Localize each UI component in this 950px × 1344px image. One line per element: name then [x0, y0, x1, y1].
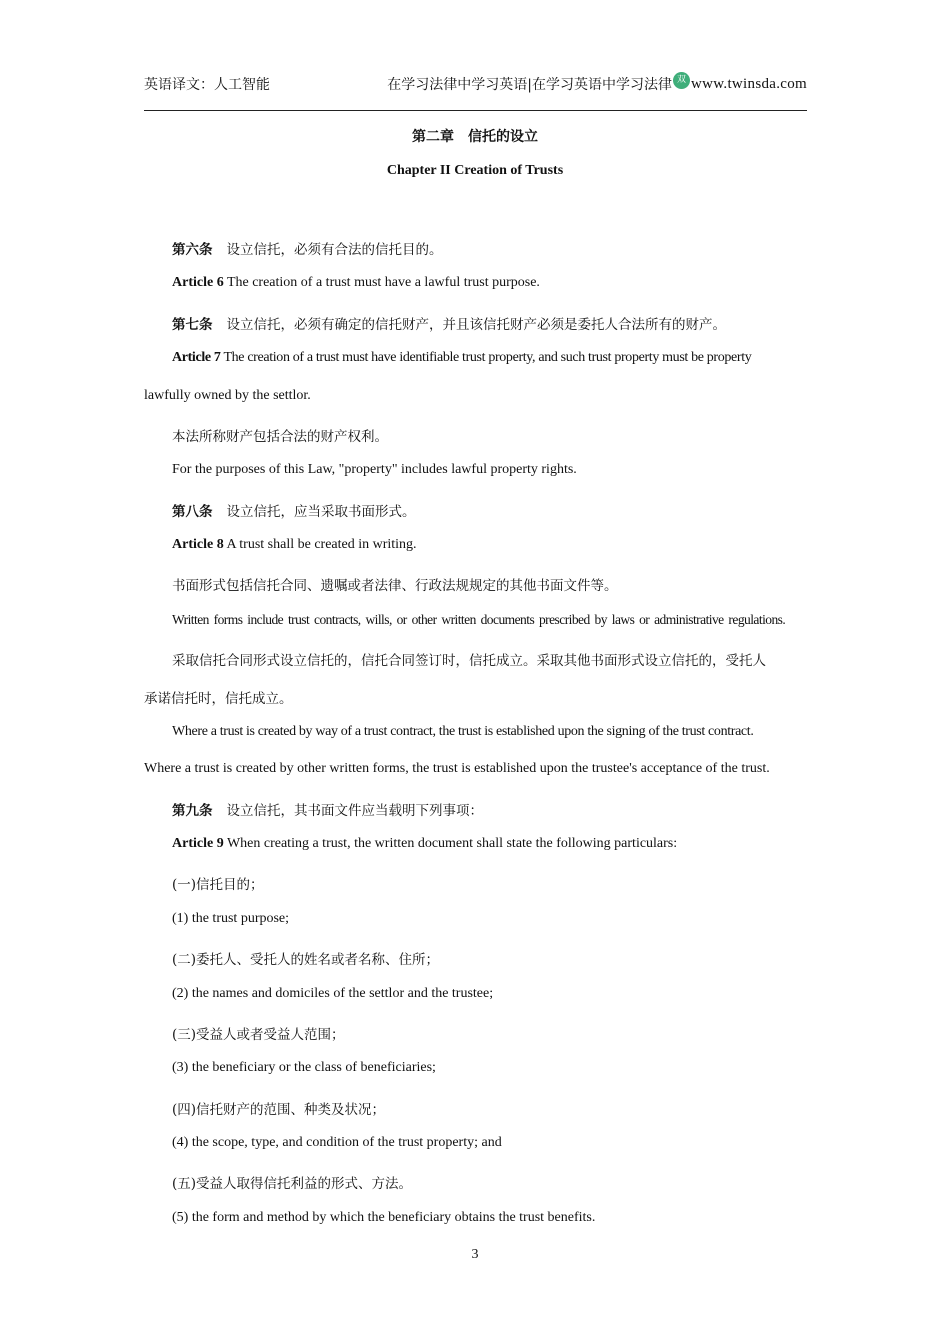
article-label: 第七条 — [172, 317, 213, 333]
header-title: 英语译文：人工智能 — [144, 77, 270, 93]
article-7-zh — [172, 313, 726, 333]
list-item-en: (1) the trust purpose; — [172, 911, 290, 926]
article-8-para3-zh-line2: 承诺信托时，信托成立。 — [144, 691, 293, 707]
list-item-zh: (二)委托人、受托人的姓名或者名称、住所； — [172, 952, 440, 968]
article-9-en — [172, 836, 677, 852]
list-item-zh: (五)受益人取得信托利益的形式、方法。 — [172, 1176, 413, 1192]
article-8-para3-zh-line1: 采取信托合同形式设立信托的，信托合同签订时，信托成立。采取其他书面形式设立信托的，受托人 — [172, 653, 766, 669]
list-item-en: (3) the beneficiary or the class of beneficiaries; — [172, 1060, 436, 1075]
chapter-title-zh: 第二章 信托的设立 — [412, 129, 538, 145]
article-label: 第六条 — [172, 242, 213, 258]
article-text: The creation of a trust must have a lawful trust purpose. — [226, 275, 540, 290]
article-text: When creating a trust, the written document shall state the following particulars: — [226, 836, 678, 851]
article-8-para3-en-line2: Where a trust is created by other written forms, the trust is established upon the trustee's acceptance of the trust. — [144, 761, 770, 776]
article-7-en-line2: lawfully owned by the settlor. — [144, 388, 311, 403]
header-slogan — [387, 74, 807, 94]
article-7-para2-zh: 本法所称财产包括合法的财产权利。 — [172, 429, 388, 445]
chapter-title-en: Chapter II Creation of Trusts — [386, 163, 564, 178]
list-item-en: (2) the names and domiciles of the settlor and the trustee; — [172, 986, 494, 1001]
article-text: 设立信托，必须有确定的信托财产，并且该信托财产必须是委托人合法所有的财产。 — [226, 317, 726, 333]
article-label: 第九条 — [172, 803, 213, 819]
article-8-en — [172, 537, 417, 553]
article-label: Article 7 — [172, 350, 221, 365]
article-text: 设立信托，应当采取书面形式。 — [226, 504, 416, 520]
article-8-zh — [172, 500, 416, 520]
list-item-en: (5) the form and method by which the beneficiary obtains the trust benefits. — [172, 1210, 596, 1225]
article-label: Article 6 — [172, 275, 224, 290]
article-label: Article 8 — [172, 537, 224, 552]
article-8-para2-zh: 书面形式包括信托合同、遗嘱或者法律、行政法规规定的其他书面文件等。 — [172, 578, 618, 594]
article-8-para3-en-line1: Where a trust is created by way of a trust contract, the trust is established upon the signing of the trust contract. — [172, 724, 754, 739]
article-label: 第八条 — [172, 504, 213, 520]
article-text: A trust shall be created in writing. — [226, 537, 417, 552]
article-text: 设立信托，必须有合法的信托目的。 — [226, 242, 443, 258]
header-slogan-text: 在学习法律中学习英语|在学习英语中学习法律 — [387, 77, 672, 93]
article-label: Article 9 — [172, 836, 224, 851]
article-6-en — [172, 275, 540, 291]
page-header — [144, 70, 807, 96]
article-text: 设立信托，其书面文件应当载明下列事项： — [226, 803, 483, 819]
page-number: 3 — [471, 1247, 479, 1262]
header-divider — [144, 110, 807, 111]
list-item-zh: (三)受益人或者受益人范围； — [172, 1027, 345, 1043]
list-item-en: (4) the scope, type, and condition of the trust property; and — [172, 1135, 502, 1150]
list-item-zh: (四)信托财产的范围、种类及状况； — [172, 1102, 386, 1118]
article-6-zh — [172, 238, 443, 258]
article-7-para2-en: For the purposes of this Law, "property" includes lawful property rights. — [172, 462, 577, 477]
article-text: The creation of a trust must have identifiable trust property, and such trust property must be property — [223, 350, 752, 365]
site-logo-icon: 双 — [673, 72, 690, 89]
list-item-zh: (一)信托目的； — [172, 877, 264, 893]
header-url: www.twinsda.com — [690, 75, 807, 92]
article-7-en-line1 — [172, 350, 751, 366]
article-8-para2-en: Written forms include trust contracts, wills, or other written documents prescribed by laws or administrative regulations. — [172, 612, 786, 627]
article-9-zh — [172, 799, 483, 819]
